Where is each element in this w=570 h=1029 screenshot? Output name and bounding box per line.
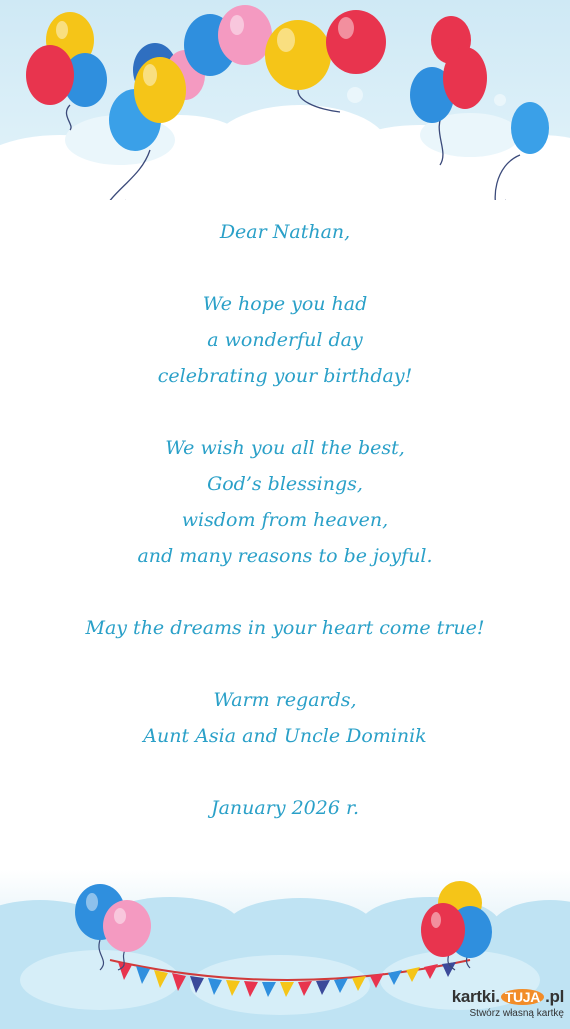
- balloons-clouds-art: [0, 0, 570, 200]
- closing: Warm regards,: [213, 689, 357, 711]
- message-line: a wonderful day: [207, 329, 363, 351]
- message-line: We hope you had: [202, 293, 368, 315]
- message-line: May the dreams in your heart come true!: [85, 617, 485, 639]
- logo-brand: [452, 987, 564, 1007]
- signature: Aunt Asia and Uncle Dominik: [143, 725, 427, 747]
- date: January 2026 r.: [210, 797, 360, 819]
- message-line: celebrating your birthday!: [157, 365, 413, 387]
- logo-mark: TUJA: [501, 989, 544, 1005]
- card-message: [0, 214, 570, 826]
- logo-prefix: kartki.: [451, 987, 500, 1006]
- message-line: wisdom from heaven,: [181, 509, 389, 531]
- kartki-tuja-logo[interactable]: [452, 987, 564, 1023]
- message-line: We wish you all the best,: [165, 437, 405, 459]
- bottom-decoration: [0, 870, 570, 1029]
- logo-tagline: Stwórz własną kartkę: [469, 1008, 564, 1019]
- greeting: Dear Nathan,: [219, 221, 351, 243]
- top-decoration: [0, 0, 570, 200]
- message-line: God’s blessings,: [207, 473, 363, 495]
- message-line: and many reasons to be joyful.: [137, 545, 433, 567]
- logo-suffix: .pl: [545, 987, 564, 1006]
